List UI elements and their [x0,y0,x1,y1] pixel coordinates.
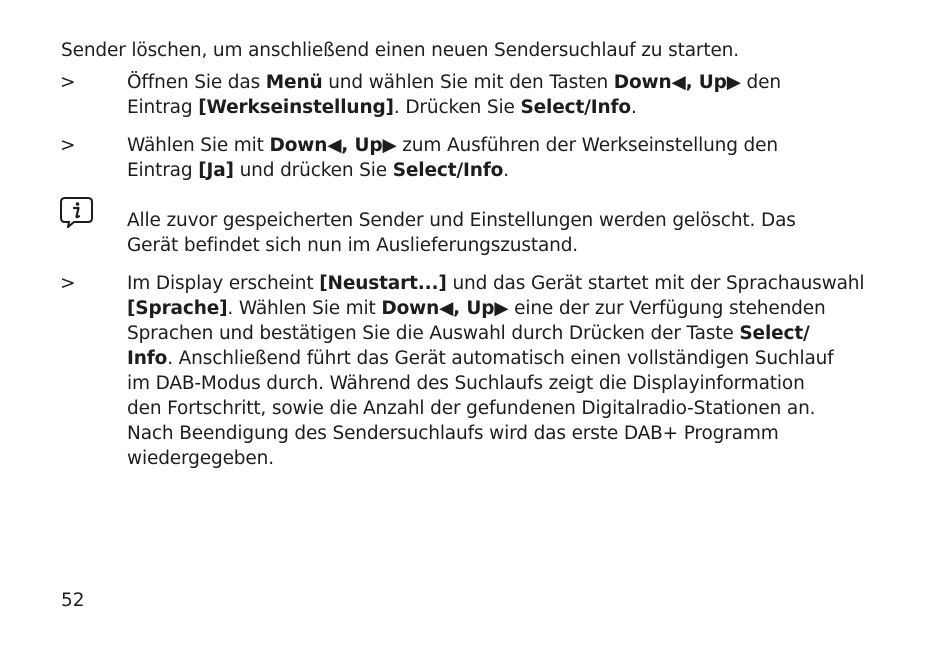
info-icon [60,196,94,228]
note-line-2: Gerät befindet sich nun im Auslieferungszustand. [127,235,579,256]
step-3-line-7: Nach Beendigung des Sendersuchlaufs wird das erste DAB+ Programm [127,423,779,444]
step-2-line-1: Wählen Sie mit Down◀, Up▶ zum Ausführen der Werkseinstellung den [127,135,778,156]
page-number: 52 [61,590,85,611]
note-line-1: Alle zuvor gespeicherten Sender und Einstellungen werden gelöscht. Das [127,210,796,231]
step-3-line-4: Info. Anschließend führt das Gerät automatisch einen vollständigen Suchlauf [127,348,834,369]
step-1-line-2: Eintrag [Werkseinstellung]. Drücken Sie Select/Info. [127,97,637,118]
step-3-line-3: Sprachen und bestätigen Sie die Auswahl durch Drücken der Taste Select/ [127,323,810,344]
step-3-line-1: Im Display erscheint [Neustart...] und das Gerät startet mit der Sprachauswahl [127,273,865,294]
step-marker: > [60,72,76,93]
step-marker: > [60,135,76,156]
step-marker: > [60,273,76,294]
step-3-line-2: [Sprache]. Wählen Sie mit Down◀, Up▶ eine der zur Verfügung stehenden [127,298,826,319]
step-3-line-6: den Fortschritt, sowie die Anzahl der gefundenen Digitalradio-Stationen an. [127,398,816,419]
step-3-line-8: wiedergegeben. [127,448,274,469]
step-3-line-5: im DAB-Modus durch. Während des Suchlaufs zeigt die Displayinformation [127,373,805,394]
intro-text: Sender löschen, um anschließend einen neuen Sendersuchlauf zu starten. [61,40,739,61]
step-1-line-1: Öffnen Sie das Menü und wählen Sie mit den Tasten Down◀, Up▶ den [127,72,781,93]
step-2-line-2: Eintrag [Ja] und drücken Sie Select/Info. [127,160,509,181]
